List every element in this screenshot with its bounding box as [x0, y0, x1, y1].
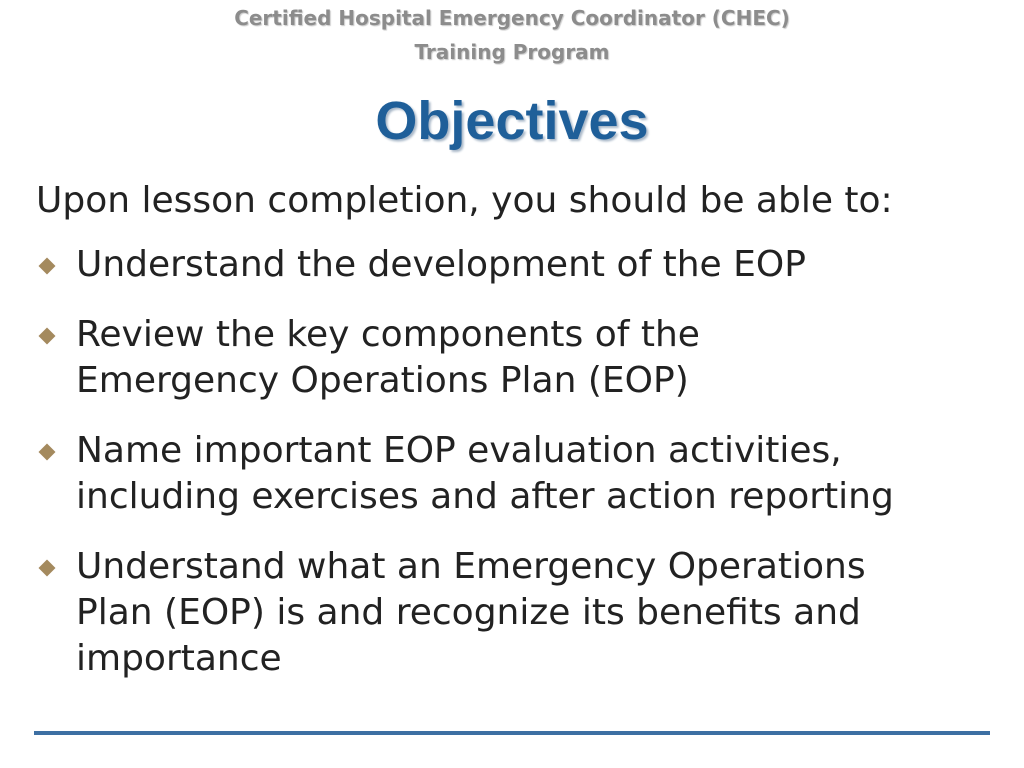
diamond-bullet-icon	[39, 258, 56, 275]
slide-title: Objectives	[375, 91, 649, 151]
diamond-bullet-icon	[39, 560, 56, 577]
bottom-divider	[34, 731, 990, 735]
objective-text: Understand what an Emergency Operations Plan (EOP) is and recognize its benefits and importance	[76, 546, 866, 679]
objective-text: Name important EOP evaluation activities, including exercises and after action reporting	[76, 430, 894, 517]
objective-item	[36, 242, 1006, 288]
intro-text: Upon lesson completion, you should be able to:	[36, 180, 893, 221]
diamond-bullet-icon	[39, 328, 56, 345]
objective-item	[36, 312, 1006, 404]
objective-text: Understand the development of the EOP	[76, 244, 806, 285]
program-header-line-1: Certified Hospital Emergency Coordinator (CHEC)	[234, 6, 790, 30]
program-header-line-2: Training Program	[414, 40, 610, 64]
objective-text: Review the key components of the Emergency Operations Plan (EOP)	[76, 314, 700, 401]
diamond-bullet-icon	[39, 444, 56, 461]
objective-item	[36, 428, 1006, 520]
objective-item	[36, 544, 1006, 682]
objectives-list	[36, 242, 1006, 706]
